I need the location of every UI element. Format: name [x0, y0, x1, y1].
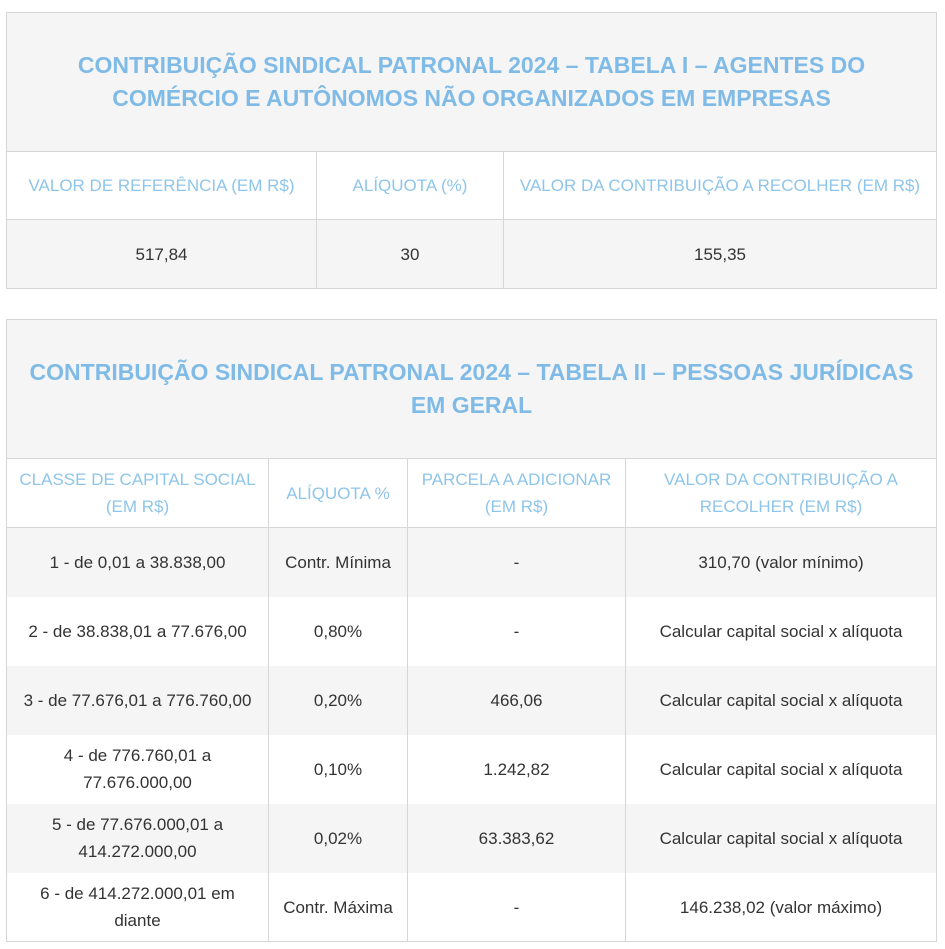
classe-cell: 2 - de 38.838,01 a 77.676,00	[7, 597, 269, 666]
aliquota-cell: 0,02%	[269, 804, 408, 873]
table-row	[7, 873, 937, 942]
table-row	[7, 666, 937, 735]
parcela-cell: -	[408, 528, 626, 597]
aliquota-cell: Contr. Mínima	[269, 528, 408, 597]
parcela-cell: -	[408, 873, 626, 942]
aliquota-cell: 0,10%	[269, 735, 408, 804]
classe-cell: 5 - de 77.676.000,01 a 414.272.000,00	[7, 804, 269, 873]
table-1-header-aliquota: ALÍQUOTA (%)	[317, 152, 504, 220]
table-2-header-parcela: PARCELA A ADICIONAR (EM R$)	[408, 459, 626, 528]
table-2-title: CONTRIBUIÇÃO SINDICAL PATRONAL 2024 – TABELA II – PESSOAS JURÍDICAS EM GERAL	[7, 320, 937, 459]
table-row	[7, 597, 937, 666]
classe-cell: 6 - de 414.272.000,01 em diante	[7, 873, 269, 942]
parcela-cell: -	[408, 597, 626, 666]
classe-cell: 3 - de 77.676,01 a 776.760,00	[7, 666, 269, 735]
table-row	[7, 528, 937, 597]
classe-cell: 4 - de 776.760,01 a 77.676.000,00	[7, 735, 269, 804]
aliquota-cell: Contr. Máxima	[269, 873, 408, 942]
classe-cell: 1 - de 0,01 a 38.838,00	[7, 528, 269, 597]
table-row	[7, 804, 937, 873]
parcela-cell: 1.242,82	[408, 735, 626, 804]
parcela-cell: 466,06	[408, 666, 626, 735]
parcela-cell: 63.383,62	[408, 804, 626, 873]
table-2-header-classe: CLASSE DE CAPITAL SOCIAL (EM R$)	[7, 459, 269, 528]
table-1	[6, 12, 937, 289]
table-2-header-valor-contribuicao: VALOR DA CONTRIBUIÇÃO A RECOLHER (EM R$)	[626, 459, 937, 528]
table-row	[7, 220, 937, 289]
table-1-header-valor-contribuicao: VALOR DA CONTRIBUIÇÃO A RECOLHER (EM R$)	[504, 152, 937, 220]
table-2-header-aliquota: ALÍQUOTA %	[269, 459, 408, 528]
valor-cell: 146.238,02 (valor máximo)	[626, 873, 937, 942]
table-row	[7, 735, 937, 804]
valor-cell: Calcular capital social x alíquota	[626, 666, 937, 735]
table-1-cell-aliquota: 30	[317, 220, 504, 289]
valor-cell: Calcular capital social x alíquota	[626, 804, 937, 873]
table-1-title: CONTRIBUIÇÃO SINDICAL PATRONAL 2024 – TABELA I – AGENTES DO COMÉRCIO E AUTÔNOMOS NÃO ORGANIZADOS EM EMPRESAS	[7, 13, 937, 152]
aliquota-cell: 0,20%	[269, 666, 408, 735]
table-2	[6, 319, 937, 942]
valor-cell: Calcular capital social x alíquota	[626, 597, 937, 666]
aliquota-cell: 0,80%	[269, 597, 408, 666]
table-1-cell-valor-referencia: 517,84	[7, 220, 317, 289]
table-1-cell-valor-contribuicao: 155,35	[504, 220, 937, 289]
table-1-header-valor-referencia: VALOR DE REFERÊNCIA (EM R$)	[7, 152, 317, 220]
valor-cell: Calcular capital social x alíquota	[626, 735, 937, 804]
valor-cell: 310,70 (valor mínimo)	[626, 528, 937, 597]
